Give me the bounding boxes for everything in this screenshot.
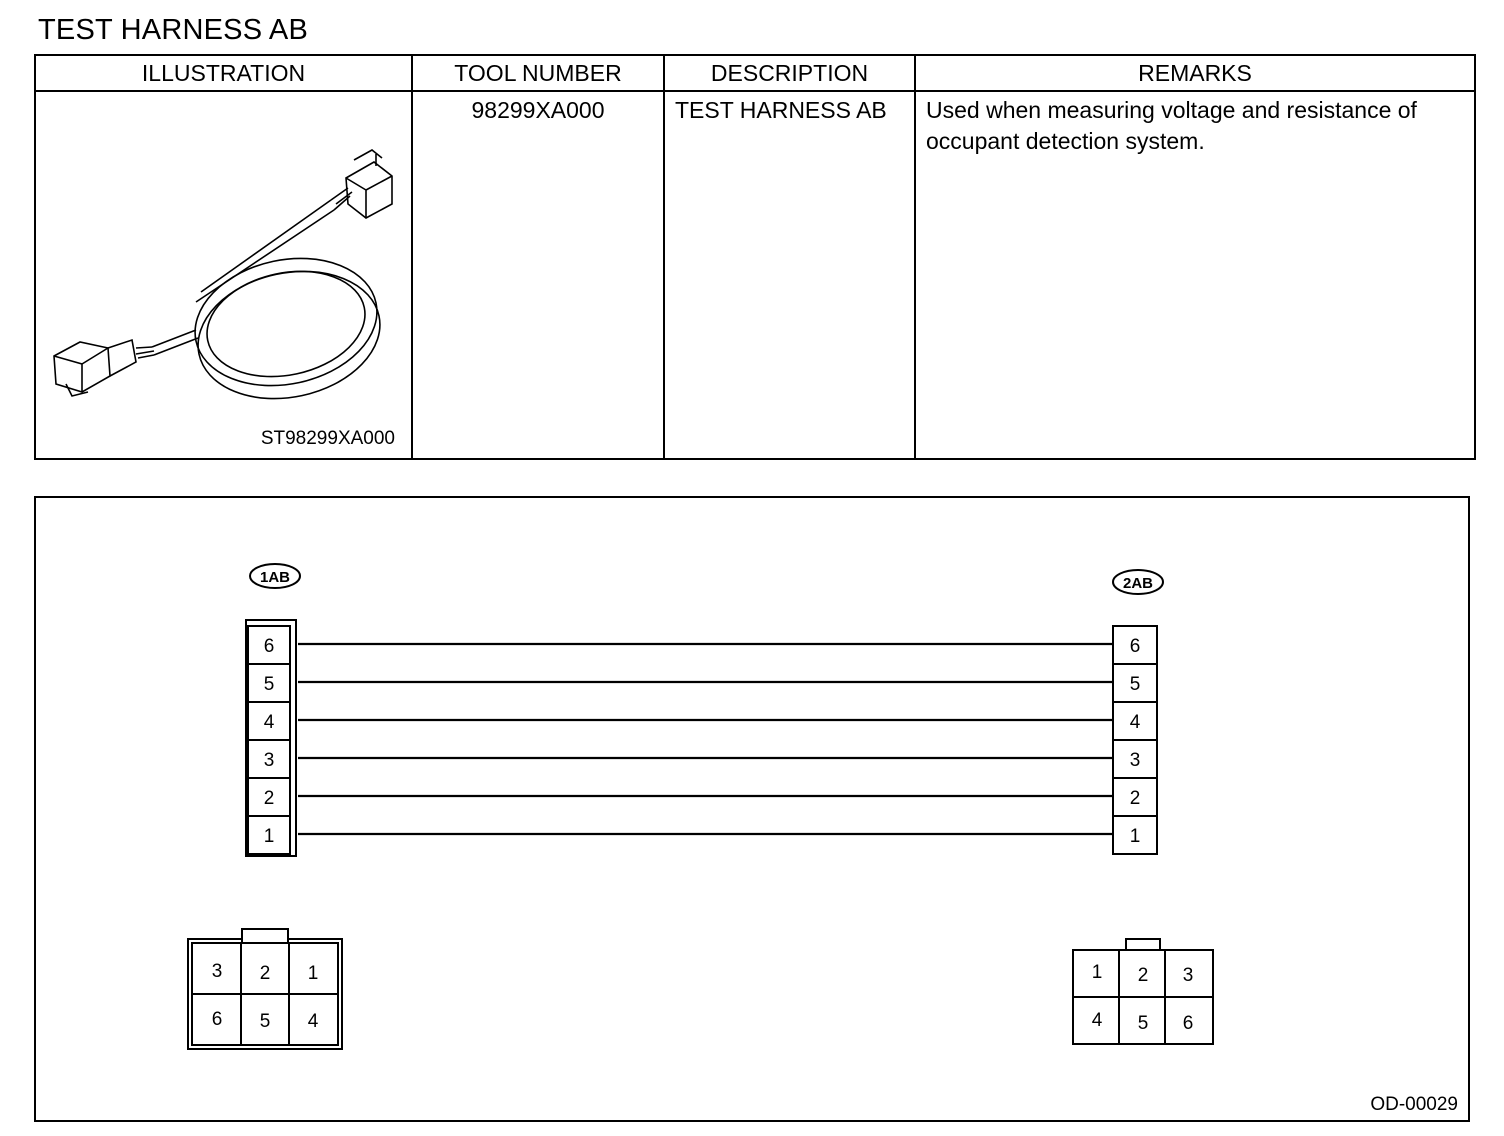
right-face-pin: 4 [1091, 1010, 1103, 1031]
left-pin-label: 1 [263, 826, 275, 847]
left-pin-label: 6 [263, 636, 275, 657]
left-pin-label: 5 [263, 674, 275, 695]
wiring-svg [36, 498, 1468, 1120]
left-face-pin: 5 [259, 1011, 271, 1032]
right-face-pin: 2 [1137, 965, 1149, 986]
right-pin-label: 3 [1129, 750, 1141, 771]
description-cell: TEST HARNESS AB [664, 91, 915, 459]
right-connector-pins [1113, 626, 1157, 854]
left-face-pin: 3 [211, 961, 223, 982]
right-face-pin: 1 [1091, 962, 1103, 983]
tool-number-cell: 98299XA000 [412, 91, 664, 459]
harness-wires [298, 644, 1113, 834]
left-face-pin: 4 [307, 1011, 319, 1032]
illustration-cell [35, 91, 412, 459]
right-pin-label: 2 [1129, 788, 1141, 809]
right-face-pin: 3 [1182, 965, 1194, 986]
left-face-pin: 2 [259, 963, 271, 984]
figure-code: OD-00029 [1370, 1094, 1458, 1115]
left-pin-label: 4 [263, 712, 275, 733]
right-face-pin: 6 [1182, 1013, 1194, 1034]
remarks-cell: Used when measuring voltage and resistance of occupant detection system. [915, 91, 1475, 459]
right-pin-label: 1 [1129, 826, 1141, 847]
left-face-pin: 1 [307, 963, 319, 984]
right-pin-label: 5 [1129, 674, 1141, 695]
right-connector-face [1073, 939, 1213, 1044]
right-pin-label: 4 [1129, 712, 1141, 733]
wiring-diagram [34, 496, 1470, 1122]
header-description: DESCRIPTION [664, 55, 915, 91]
left-connector-pins [248, 626, 290, 854]
header-tool-number: TOOL NUMBER [412, 55, 664, 91]
left-pin-label: 3 [263, 750, 275, 771]
tool-table [34, 54, 1476, 460]
connector-label-right: 2AB [1122, 575, 1154, 592]
left-face-pin: 6 [211, 1009, 223, 1030]
illustration-code: ST98299XA000 [260, 428, 395, 449]
page-title: TEST HARNESS AB [38, 14, 308, 46]
header-remarks: REMARKS [915, 55, 1475, 91]
right-face-pin: 5 [1137, 1013, 1149, 1034]
right-pin-label: 6 [1129, 636, 1141, 657]
left-pin-label: 2 [263, 788, 275, 809]
left-connector-face [188, 929, 342, 1049]
harness-illustration [36, 92, 411, 460]
connector-label-left: 1AB [259, 569, 291, 586]
header-illustration: ILLUSTRATION [35, 55, 412, 91]
